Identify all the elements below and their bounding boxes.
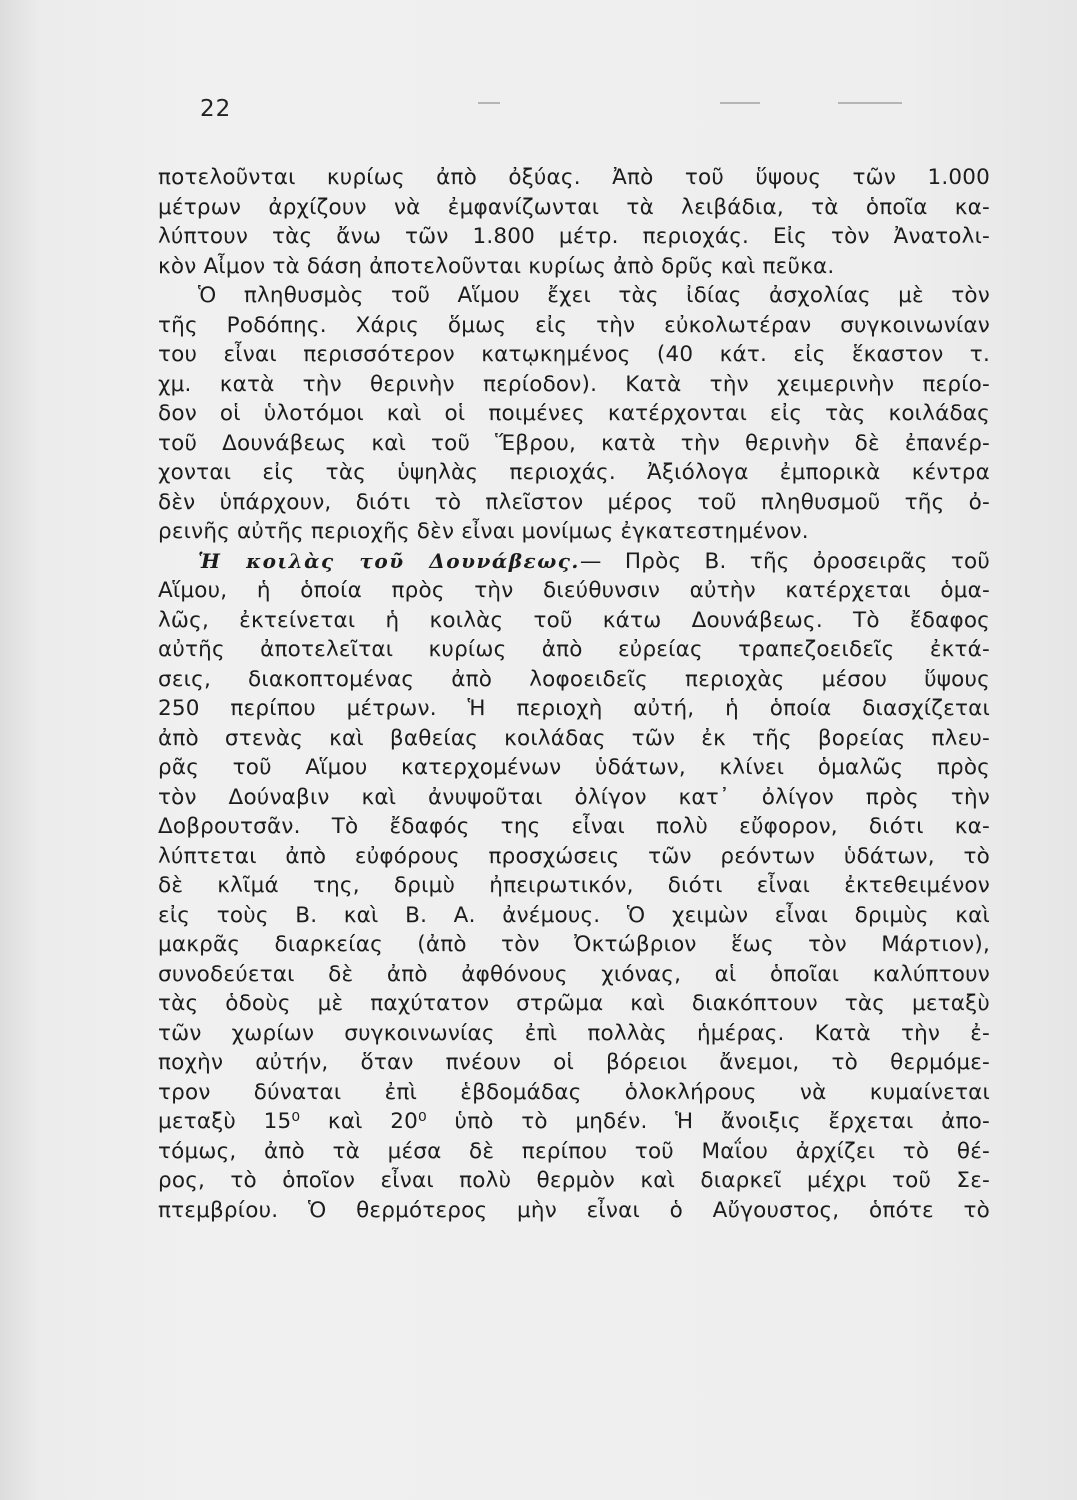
text-line: μακρᾶς διαρκείας (ἀπὸ τὸν Ὀκτώβριον ἕως τὸν Μάρτιον),: [158, 932, 990, 957]
text-line: ρᾶς τοῦ Αἵμου κατερχομένων ὑδάτων, κλίνει ὁμαλῶς πρὸς: [158, 755, 990, 780]
text-line: του εἶναι περισσότερον κατῳκημένος (40 κάτ. εἰς ἕκαστον τ.: [158, 342, 990, 367]
text-line: πτεμβρίου. Ὁ θερμότερος μὴν εἶναι ὁ Αὔγουστος, ὁπότε τὸ: [158, 1197, 990, 1223]
section-heading-rest: — Πρὸς Β. τῆς ὀροσειρᾶς τοῦ: [579, 548, 991, 574]
text-line: ἀπὸ στενὰς καὶ βαθείας κοιλάδας τῶν ἐκ τῆς βορείας πλευ-: [158, 725, 990, 751]
text-line: λύπτεται ἀπὸ εὐφόρους προσχώσεις τῶν ρεόντων ὑδάτων, τὸ: [158, 843, 990, 869]
section-heading-line: [158, 547, 990, 577]
text-line: τρον δύναται ἐπὶ ἑβδομάδας ὁλοκλήρους νὰ κυμαίνεται: [158, 1079, 990, 1105]
page-number: 22: [200, 96, 232, 122]
text-line: τόμως, ἀπὸ τὰ μέσα δὲ περίπου τοῦ Μαΐου ἀρχίζει τὸ θέ-: [158, 1138, 990, 1164]
text-line: τὸν Δούναβιν καὶ ἀνυψοῦται ὀλίγον κατ᾽ ὀλίγον πρὸς τὴν: [158, 784, 990, 810]
text-line: ποτελοῦνται κυρίως ἀπὸ ὀξύας. Ἀπὸ τοῦ ὕψους τῶν 1.000: [158, 165, 990, 190]
text-line: χμ. κατὰ τὴν θερινὴν περίοδον). Κατὰ τὴν χειμερινὴν περίο-: [158, 371, 990, 397]
header-rule-right: [838, 102, 902, 104]
text-line: μέτρων ἀρχίζουν νὰ ἐμφανίζωνται τὰ λειβάδια, τὰ ὁποῖα κα-: [158, 194, 990, 220]
text-line: ρεινῆς αὐτῆς περιοχῆς δὲν εἶναι μονίμως ἐγκατεστημένον.: [158, 519, 809, 544]
text-line: χονται εἰς τὰς ὑψηλὰς περιοχάς. Ἀξιόλογα ἐμπορικὰ κέντρα: [158, 460, 990, 485]
text-line: Ὁ πληθυσμὸς τοῦ Αἵμου ἔχει τὰς ἰδίας ἀσχολίας μὲ τὸν: [198, 283, 990, 308]
text-line: Δοβρουτσᾶν. Τὸ ἔδαφός της εἶναι πολὺ εὔφορον, διότι κα-: [158, 814, 990, 839]
text-line: δον οἱ ὑλοτόμοι καὶ οἱ ποιμένες κατέρχονται εἰς τὰς κοιλάδας: [158, 401, 990, 426]
text-line: μεταξὺ 15⁰ καὶ 20⁰ ὑπὸ τὸ μηδέν. Ἡ ἄνοιξις ἔρχεται ἀπο-: [158, 1109, 990, 1134]
text-line: δὲ κλῖμά της, δριμὺ ἠπειρωτικόν, διότι εἶναι ἐκτεθειμένον: [158, 873, 990, 898]
text-line: λῶς, ἐκτείνεται ἡ κοιλὰς τοῦ κάτω Δουνάβεως. Τὸ ἔδαφος: [158, 607, 990, 633]
text-line: ποχὴν αὐτήν, ὅταν πνέουν οἱ βόρειοι ἄνεμοι, τὸ θερμόμε-: [158, 1050, 990, 1075]
text-line: τῆς Ροδόπης. Χάρις ὅμως εἰς τὴν εὐκολωτέραν συγκοινωνίαν: [158, 312, 990, 338]
text-line: ρος, τὸ ὁποῖον εἶναι πολὺ θερμὸν καὶ διαρκεῖ μέχρι τοῦ Σε-: [158, 1168, 990, 1193]
text-line: Αἵμου, ἡ ὁποία πρὸς τὴν διεύθυνσιν αὐτὴν κατέρχεται ὁμα-: [158, 578, 990, 603]
body-text: [158, 163, 990, 1225]
text-line: αὐτῆς ἀποτελεῖται κυρίως ἀπὸ εὐρείας τραπεζοειδεῖς ἐκτά-: [158, 637, 990, 662]
text-line: τοῦ Δουνάβεως καὶ τοῦ Ἕβρου, κατὰ τὴν θερινὴν δὲ ἐπανέρ-: [158, 430, 990, 456]
text-line: σεις, διακοπτομένας ἀπὸ λοφοειδεῖς περιοχὰς μέσου ὕψους: [158, 666, 990, 692]
text-line: 250 περίπου μέτρων. Ἡ περιοχὴ αὐτή, ἡ ὁποία διασχίζεται: [158, 696, 990, 721]
text-line: κὸν Αἶμον τὰ δάση ἀποτελοῦνται κυρίως ἀπὸ δρῦς καὶ πεῦκα.: [158, 253, 835, 279]
text-line: λύπτουν τὰς ἄνω τῶν 1.800 μέτρ. περιοχάς. Εἰς τὸν Ἀνατολι-: [158, 224, 990, 249]
header-rule-mid: [720, 102, 760, 104]
text-line: εἰς τοὺς Β. καὶ Β. Α. ἀνέμους. Ὁ χειμὼν εἶναι δριμὺς καὶ: [158, 902, 990, 928]
section-heading: Ἡ κοιλὰς τοῦ Δουνάβεως.: [198, 548, 580, 573]
text-line: τῶν χωρίων συγκοινωνίας ἐπὶ πολλὰς ἡμέρας. Κατὰ τὴν ἐ-: [158, 1020, 990, 1046]
text-line: τὰς ὁδοὺς μὲ παχύτατον στρῶμα καὶ διακόπτουν τὰς μεταξὺ: [158, 991, 990, 1016]
header-rule-left: [478, 102, 500, 104]
text-line: συνοδεύεται δὲ ἀπὸ ἀφθόνους χιόνας, αἱ ὁποῖαι καλύπτουν: [158, 961, 990, 987]
text-line: δὲν ὑπάρχουν, διότι τὸ πλεῖστον μέρος τοῦ πληθυσμοῦ τῆς ὀ-: [158, 489, 990, 515]
